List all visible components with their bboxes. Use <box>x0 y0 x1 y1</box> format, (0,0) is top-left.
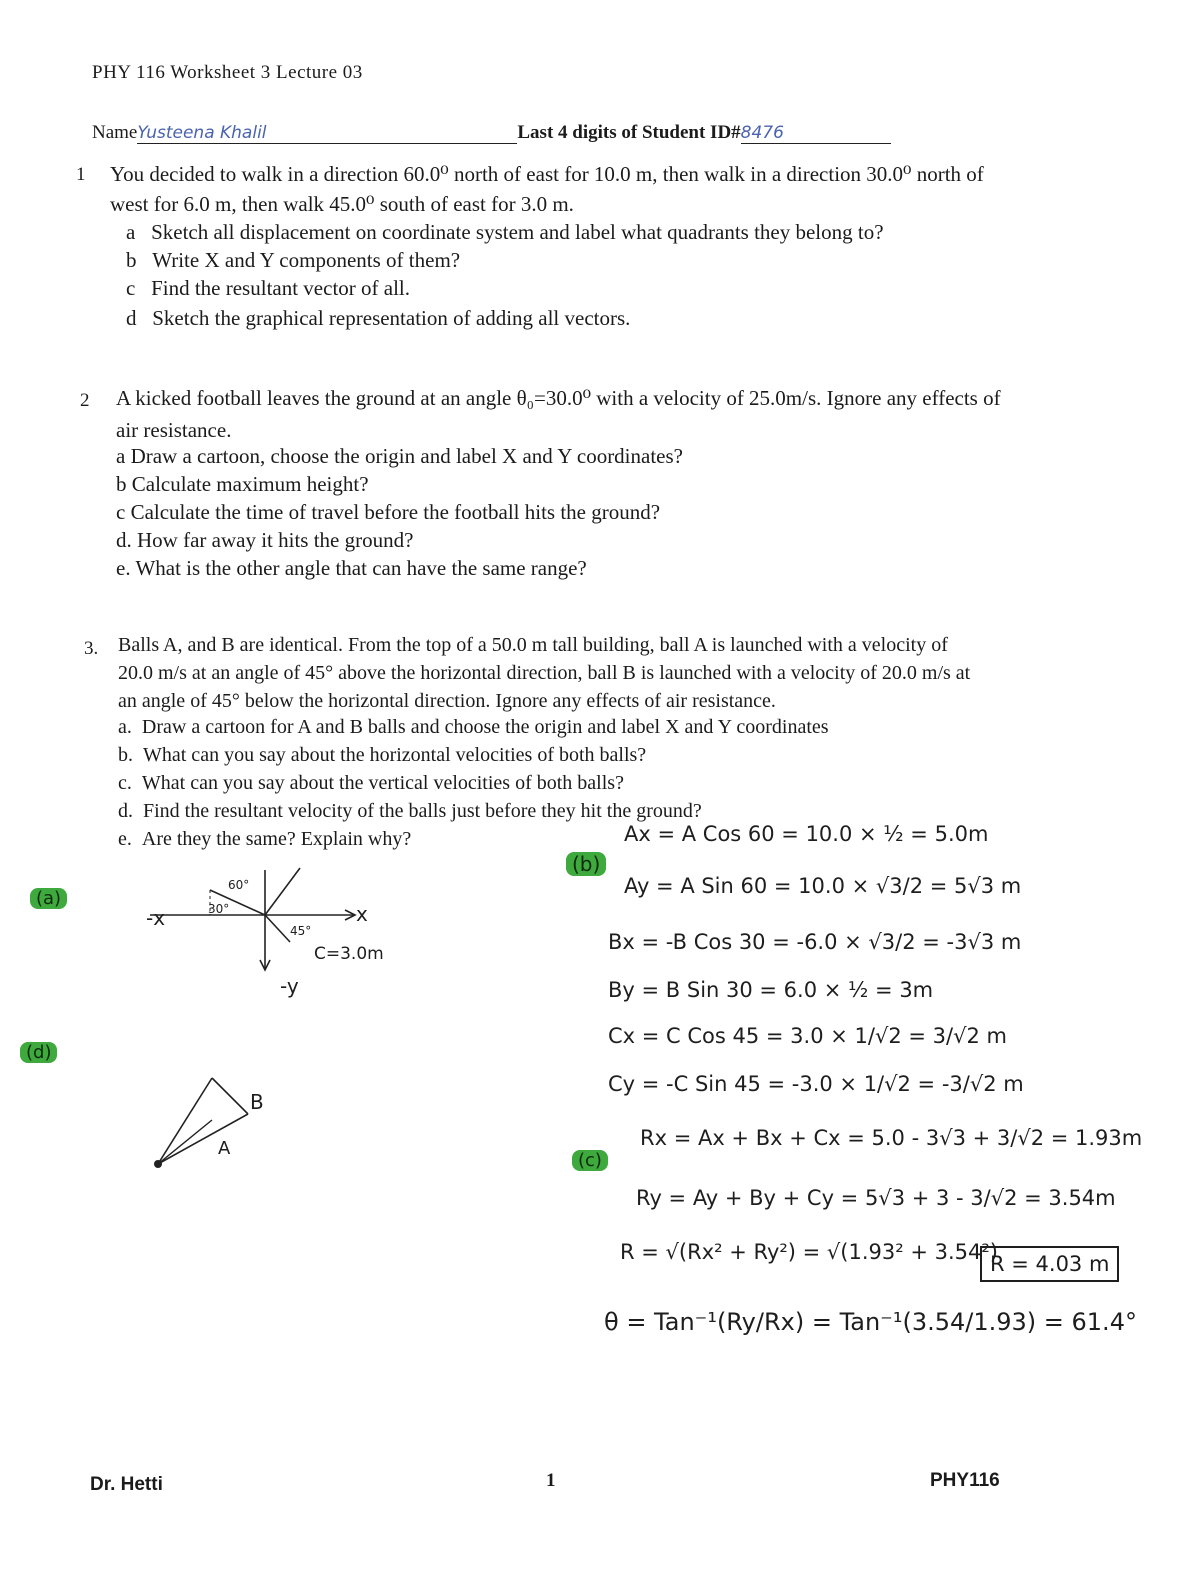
q1-part-b: b Write X and Y components of them? <box>126 248 461 272</box>
q3-part-b: b. What can you say about the horizontal velocities of both balls? <box>118 744 647 766</box>
tag-part-a: (a) <box>30 888 67 909</box>
work-b-line1: Ax = A Cos 60 = 10.0 × ½ = 5.0m <box>624 822 989 846</box>
label-pos-x: x <box>356 902 368 926</box>
vector-sketch-q1 <box>130 860 390 1000</box>
q3-text-line1: Balls A, and B are identical. From the top of a 50.0 m tall building, ball A is launched with a velocity of <box>118 634 948 656</box>
q2-part-e: e. What is the other angle that can have the same range? <box>116 556 587 580</box>
q1-number: 1 <box>76 164 86 185</box>
q1-text-line2: west for 6.0 m, then walk 45.0⁰ south of east for 3.0 m. <box>110 192 574 216</box>
label-c-vector: C=3.0m <box>314 944 384 964</box>
label-vector-b: B <box>250 1090 264 1114</box>
name-label: Name <box>92 122 138 143</box>
q3-text-line3: an angle of 45° below the horizontal direction. Ignore any effects of air resistance. <box>118 690 776 712</box>
q2-number: 2 <box>80 390 90 411</box>
work-c-line3: R = √(Rx² + Ry²) = √(1.93² + 3.54²) <box>620 1240 998 1264</box>
label-angle-60: 60° <box>228 878 250 892</box>
q1-text-line1: You decided to walk in a direction 60.0⁰ north of east for 10.0 m, then walk in a direction 30.0⁰ north of <box>110 162 984 186</box>
tag-part-d: (d) <box>20 1042 57 1063</box>
footer-page-number: 1 <box>546 1470 556 1491</box>
q2-text-line1: A kicked football leaves the ground at an angle θ₀=30.0⁰ with a velocity of 25.0m/s. Ignore any effects of <box>116 386 1001 410</box>
work-b-line5: Cx = C Cos 45 = 3.0 × 1/√2 = 3/√2 m <box>608 1024 1007 1048</box>
q2-part-c: c Calculate the time of travel before the football hits the ground? <box>116 500 661 524</box>
q3-part-d: d. Find the resultant velocity of the balls just before they hit the ground? <box>118 800 702 822</box>
label-vector-a: A <box>218 1138 231 1159</box>
tag-part-c: (c) <box>572 1150 608 1171</box>
work-c-line4: θ = Tan⁻¹(Ry/Rx) = Tan⁻¹(3.54/1.93) = 61.4° <box>604 1308 1137 1336</box>
q1-part-c: c Find the resultant vector of all. <box>126 276 411 300</box>
work-b-line3: Bx = -B Cos 30 = -6.0 × √3/2 = -3√3 m <box>608 930 1022 954</box>
q3-number: 3. <box>84 638 99 659</box>
work-b-line6: Cy = -C Sin 45 = -3.0 × 1/√2 = -3/√2 m <box>608 1072 1024 1096</box>
student-id-field: 8476 <box>741 123 891 144</box>
name-row <box>92 122 891 144</box>
q2-text-line2: air resistance. <box>116 418 232 442</box>
work-b-line4: By = B Sin 30 = 6.0 × ½ = 3m <box>608 978 934 1002</box>
q2-part-b: b Calculate maximum height? <box>116 472 369 496</box>
work-c-line2: Ry = Ay + By + Cy = 5√3 + 3 - 3/√2 = 3.54m <box>636 1186 1116 1210</box>
label-angle-45: 45° <box>290 924 312 938</box>
q3-part-a: a. Draw a cartoon for A and B balls and choose the origin and label X and Y coordinates <box>118 716 829 738</box>
footer-course: PHY116 <box>930 1470 1000 1491</box>
worksheet-title: PHY 116 Worksheet 3 Lecture 03 <box>92 62 363 83</box>
tag-part-b: (b) <box>566 852 606 876</box>
q3-text-line2: 20.0 m/s at an angle of 45° above the horizontal direction, ball B is launched with a velocity of 20.0 m/s at <box>118 662 971 684</box>
footer-instructor: Dr. Hetti <box>90 1474 163 1495</box>
label-angle-30: 30° <box>208 902 230 916</box>
q1-part-a: a Sketch all displacement on coordinate system and label what quadrants they belong to? <box>126 220 884 244</box>
name-field: Yusteena Khalil <box>137 123 517 144</box>
q3-part-e: e. Are they the same? Explain why? <box>118 828 412 850</box>
label-neg-x: -x <box>146 906 166 930</box>
q1-part-d: d Sketch the graphical representation of adding all vectors. <box>126 306 631 330</box>
label-neg-y: -y <box>280 974 299 998</box>
work-b-line2: Ay = A Sin 60 = 10.0 × √3/2 = 5√3 m <box>624 874 1022 898</box>
student-id-label: Last 4 digits of Student ID# <box>517 122 741 143</box>
vector-sum-sketch <box>140 1060 280 1180</box>
q2-part-a: a Draw a cartoon, choose the origin and label X and Y coordinates? <box>116 444 683 468</box>
resultant-box: R = 4.03 m <box>980 1246 1119 1282</box>
work-c-line1: Rx = Ax + Bx + Cx = 5.0 - 3√3 + 3/√2 = 1.93m <box>640 1126 1143 1150</box>
q2-part-d: d. How far away it hits the ground? <box>116 528 414 552</box>
q3-part-c: c. What can you say about the vertical velocities of both balls? <box>118 772 624 794</box>
